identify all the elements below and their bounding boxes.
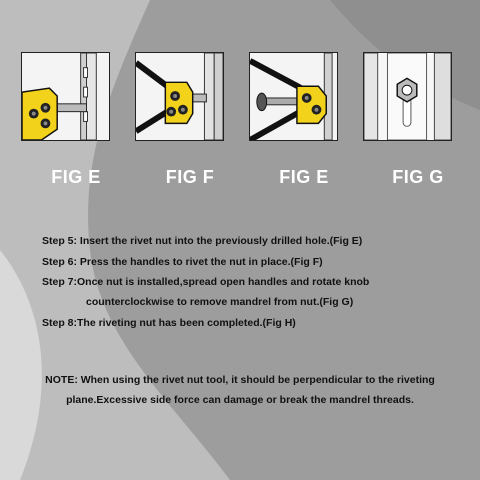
figure-label-2: FIG F <box>165 167 215 187</box>
note-text: NOTE: When using the rivet nut tool, it should be perpendicular to the riveting plane.Excessive side force can damage or break the mandrel threads. <box>45 374 435 406</box>
rivet-tool-insert-icon <box>22 53 109 140</box>
figure-panel-2 <box>135 52 224 141</box>
figure-label-1: FIG E <box>51 167 101 187</box>
rivet-tool-knob-icon <box>250 53 337 140</box>
figure-panel-4 <box>363 52 452 141</box>
rivet-nut-installed-icon <box>364 53 451 140</box>
figure-panel-1 <box>21 52 110 141</box>
figure-panel-3 <box>249 52 338 141</box>
figure-label-4: FIG G <box>392 167 444 187</box>
step-8-text: Step 8:The riveting nut has been completed.(Fig H) <box>42 317 296 329</box>
step-7-text: Step 7:Once nut is installed,spread open handles and rotate knob <box>42 276 370 288</box>
figure-label-3: FIG E <box>279 167 329 187</box>
step-5-text: Step 5: Insert the rivet nut into the previously drilled hole.(Fig E) <box>42 235 363 247</box>
step-6-text: Step 6: Press the handles to rivet the nut in place.(Fig F) <box>42 256 323 268</box>
step-7-continued-text: counterclockwise to remove mandrel from nut.(Fig G) <box>86 296 354 308</box>
rivet-tool-press-icon <box>136 53 223 140</box>
